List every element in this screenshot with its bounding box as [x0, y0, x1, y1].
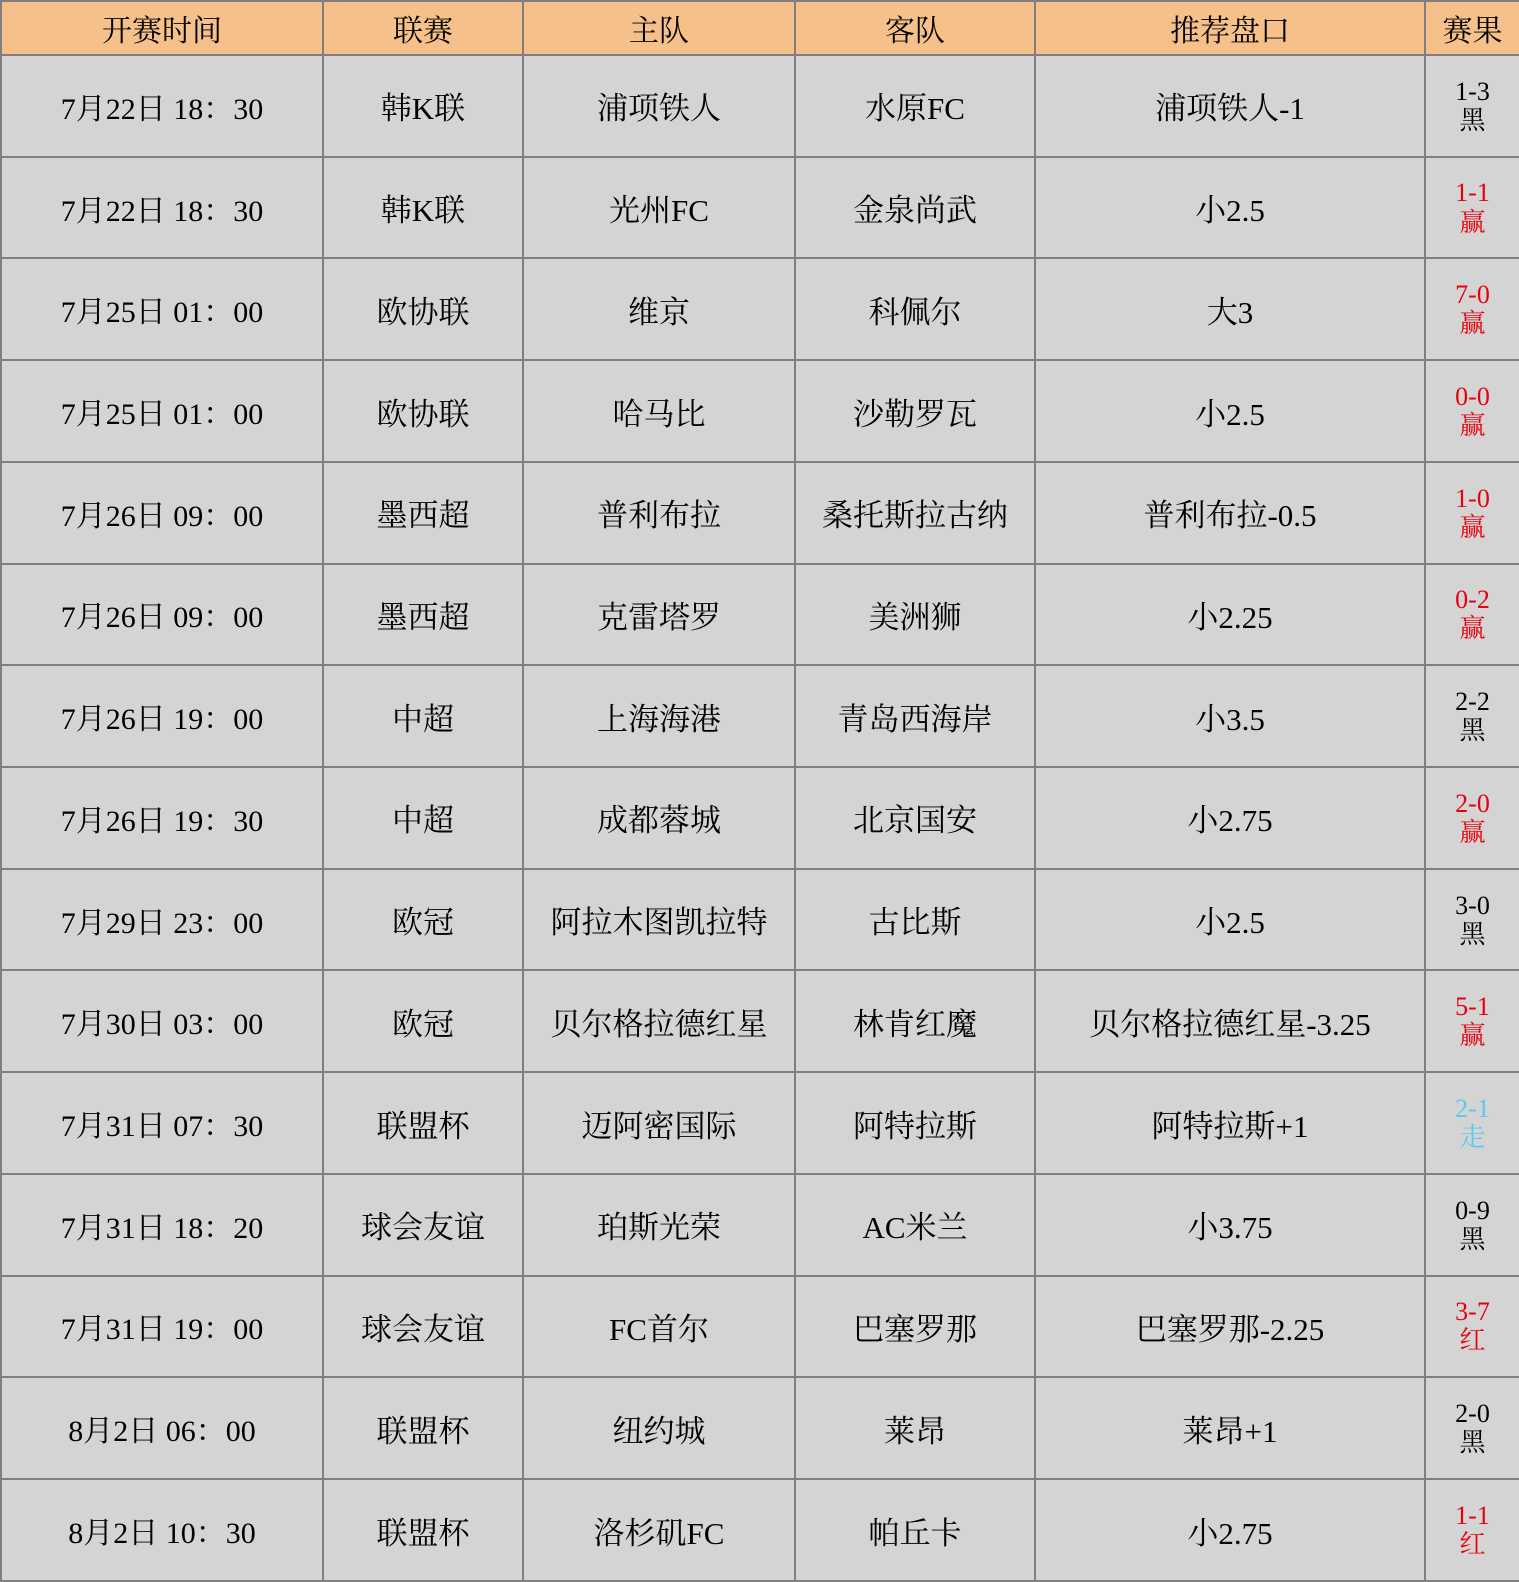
- cell-away-team: 沙勒罗瓦: [795, 360, 1035, 462]
- result-score: 2-1: [1455, 1093, 1490, 1123]
- cell-result: [1425, 1276, 1519, 1378]
- cell-away-team: AC米兰: [795, 1174, 1035, 1276]
- cell-result: [1425, 1479, 1519, 1581]
- cell-away-team: 阿特拉斯: [795, 1072, 1035, 1174]
- table-row: [1, 258, 1519, 360]
- column-header-league: 联赛: [323, 1, 523, 55]
- cell-away-team: 金泉尚武: [795, 157, 1035, 259]
- column-header-time: 开赛时间: [1, 1, 323, 55]
- cell-recommended-line: 小2.75: [1035, 1479, 1425, 1581]
- table-header: [1, 1, 1519, 55]
- cell-recommended-line: 莱昂+1: [1035, 1377, 1425, 1479]
- cell-recommended-line: 小2.25: [1035, 564, 1425, 666]
- cell-result: [1425, 564, 1519, 666]
- cell-away-team: 林肯红魔: [795, 970, 1035, 1072]
- cell-league: 韩K联: [323, 157, 523, 259]
- cell-home-team: 光州FC: [523, 157, 795, 259]
- cell-league: 欧冠: [323, 869, 523, 971]
- cell-away-team: 美洲狮: [795, 564, 1035, 666]
- cell-recommended-line: 普利布拉-0.5: [1035, 462, 1425, 564]
- cell-time: 8月2日 10：30: [1, 1479, 323, 1581]
- table-header-row: [1, 1, 1519, 55]
- result-mark: 黑: [1459, 919, 1486, 949]
- result-mark: 赢: [1459, 614, 1486, 644]
- cell-result: [1425, 462, 1519, 564]
- cell-result: [1425, 767, 1519, 869]
- cell-league: 墨西超: [323, 462, 523, 564]
- table-row: [1, 1072, 1519, 1174]
- cell-recommended-line: 贝尔格拉德红星-3.25: [1035, 970, 1425, 1072]
- table-row: [1, 157, 1519, 259]
- result-mark: 黑: [1459, 1428, 1486, 1458]
- table-row: [1, 1377, 1519, 1479]
- table-row: [1, 462, 1519, 564]
- cell-result: [1425, 157, 1519, 259]
- cell-away-team: 帕丘卡: [795, 1479, 1035, 1581]
- cell-time: 7月31日 19：00: [1, 1276, 323, 1378]
- column-header-home-team: 主队: [523, 1, 795, 55]
- cell-home-team: 珀斯光荣: [523, 1174, 795, 1276]
- result-score: 0-0: [1455, 381, 1490, 411]
- table-row: [1, 869, 1519, 971]
- result-score: 3-7: [1455, 1297, 1490, 1327]
- result-mark: 黑: [1459, 105, 1486, 135]
- result-score: 3-0: [1455, 890, 1490, 920]
- cell-away-team: 水原FC: [795, 55, 1035, 157]
- result-score: 1-3: [1455, 76, 1490, 106]
- cell-home-team: 洛杉矶FC: [523, 1479, 795, 1581]
- cell-league: 欧协联: [323, 360, 523, 462]
- cell-recommended-line: 小2.75: [1035, 767, 1425, 869]
- column-header-away-team: 客队: [795, 1, 1035, 55]
- table-row: [1, 767, 1519, 869]
- column-header-result: 赛果: [1425, 1, 1519, 55]
- result-mark: 赢: [1459, 411, 1486, 441]
- result-mark: 黑: [1459, 1224, 1486, 1254]
- cell-away-team: 科佩尔: [795, 258, 1035, 360]
- cell-away-team: 古比斯: [795, 869, 1035, 971]
- table-row: [1, 1174, 1519, 1276]
- cell-home-team: 普利布拉: [523, 462, 795, 564]
- cell-time: 7月22日 18：30: [1, 157, 323, 259]
- cell-league: 联盟杯: [323, 1479, 523, 1581]
- result-score: 2-0: [1455, 788, 1490, 818]
- column-header-recommended-line: 推荐盘口: [1035, 1, 1425, 55]
- cell-recommended-line: 大3: [1035, 258, 1425, 360]
- result-mark: 红: [1459, 1530, 1486, 1560]
- cell-time: 7月25日 01：00: [1, 360, 323, 462]
- cell-result: [1425, 360, 1519, 462]
- cell-away-team: 北京国安: [795, 767, 1035, 869]
- cell-time: 7月31日 07：30: [1, 1072, 323, 1174]
- cell-home-team: 阿拉木图凯拉特: [523, 869, 795, 971]
- cell-result: [1425, 970, 1519, 1072]
- cell-time: 7月25日 01：00: [1, 258, 323, 360]
- result-mark: 黑: [1459, 716, 1486, 746]
- cell-league: 中超: [323, 665, 523, 767]
- cell-time: 7月26日 09：00: [1, 462, 323, 564]
- cell-recommended-line: 巴塞罗那-2.25: [1035, 1276, 1425, 1378]
- result-score: 1-0: [1455, 483, 1490, 513]
- cell-home-team: 成都蓉城: [523, 767, 795, 869]
- cell-time: 7月26日 19：00: [1, 665, 323, 767]
- cell-away-team: 巴塞罗那: [795, 1276, 1035, 1378]
- cell-time: 7月29日 23：00: [1, 869, 323, 971]
- cell-recommended-line: 小2.5: [1035, 360, 1425, 462]
- result-mark: 走: [1459, 1123, 1486, 1153]
- result-score: 1-1: [1455, 178, 1490, 208]
- table-row: [1, 55, 1519, 157]
- table-row: [1, 1479, 1519, 1581]
- cell-league: 联盟杯: [323, 1072, 523, 1174]
- table-row: [1, 1276, 1519, 1378]
- cell-league: 球会友谊: [323, 1174, 523, 1276]
- cell-home-team: 维京: [523, 258, 795, 360]
- cell-league: 中超: [323, 767, 523, 869]
- cell-result: [1425, 1377, 1519, 1479]
- cell-away-team: 莱昂: [795, 1377, 1035, 1479]
- result-score: 1-1: [1455, 1500, 1490, 1530]
- cell-home-team: 浦项铁人: [523, 55, 795, 157]
- cell-home-team: 迈阿密国际: [523, 1072, 795, 1174]
- cell-result: [1425, 869, 1519, 971]
- result-mark: 赢: [1459, 512, 1486, 542]
- cell-home-team: 上海海港: [523, 665, 795, 767]
- cell-time: 7月26日 19：30: [1, 767, 323, 869]
- result-score: 0-9: [1455, 1195, 1490, 1225]
- cell-time: 8月2日 06：00: [1, 1377, 323, 1479]
- cell-time: 7月30日 03：00: [1, 970, 323, 1072]
- cell-away-team: 青岛西海岸: [795, 665, 1035, 767]
- cell-recommended-line: 小2.5: [1035, 869, 1425, 971]
- result-mark: 红: [1459, 1326, 1486, 1356]
- cell-home-team: FC首尔: [523, 1276, 795, 1378]
- table-row: [1, 970, 1519, 1072]
- cell-league: 球会友谊: [323, 1276, 523, 1378]
- table-row: [1, 564, 1519, 666]
- cell-recommended-line: 阿特拉斯+1: [1035, 1072, 1425, 1174]
- result-score: 2-2: [1455, 687, 1490, 717]
- cell-result: [1425, 1072, 1519, 1174]
- cell-home-team: 哈马比: [523, 360, 795, 462]
- cell-time: 7月22日 18：30: [1, 55, 323, 157]
- cell-home-team: 贝尔格拉德红星: [523, 970, 795, 1072]
- cell-recommended-line: 小3.75: [1035, 1174, 1425, 1276]
- result-score: 7-0: [1455, 280, 1490, 310]
- result-score: 5-1: [1455, 992, 1490, 1022]
- result-score: 2-0: [1455, 1399, 1490, 1429]
- cell-league: 韩K联: [323, 55, 523, 157]
- cell-league: 墨西超: [323, 564, 523, 666]
- cell-home-team: 纽约城: [523, 1377, 795, 1479]
- cell-recommended-line: 小3.5: [1035, 665, 1425, 767]
- cell-recommended-line: 浦项铁人-1: [1035, 55, 1425, 157]
- cell-home-team: 克雷塔罗: [523, 564, 795, 666]
- cell-result: [1425, 1174, 1519, 1276]
- cell-result: [1425, 55, 1519, 157]
- cell-result: [1425, 665, 1519, 767]
- table-row: [1, 360, 1519, 462]
- cell-result: [1425, 258, 1519, 360]
- result-mark: 赢: [1459, 817, 1486, 847]
- result-mark: 赢: [1459, 1021, 1486, 1051]
- cell-league: 欧冠: [323, 970, 523, 1072]
- cell-away-team: 桑托斯拉古纳: [795, 462, 1035, 564]
- cell-recommended-line: 小2.5: [1035, 157, 1425, 259]
- result-mark: 赢: [1459, 207, 1486, 237]
- cell-time: 7月31日 18：20: [1, 1174, 323, 1276]
- result-mark: 赢: [1459, 309, 1486, 339]
- cell-league: 欧协联: [323, 258, 523, 360]
- cell-time: 7月26日 09：00: [1, 564, 323, 666]
- cell-league: 联盟杯: [323, 1377, 523, 1479]
- table-body: [1, 55, 1519, 1581]
- result-score: 0-2: [1455, 585, 1490, 615]
- table-row: [1, 665, 1519, 767]
